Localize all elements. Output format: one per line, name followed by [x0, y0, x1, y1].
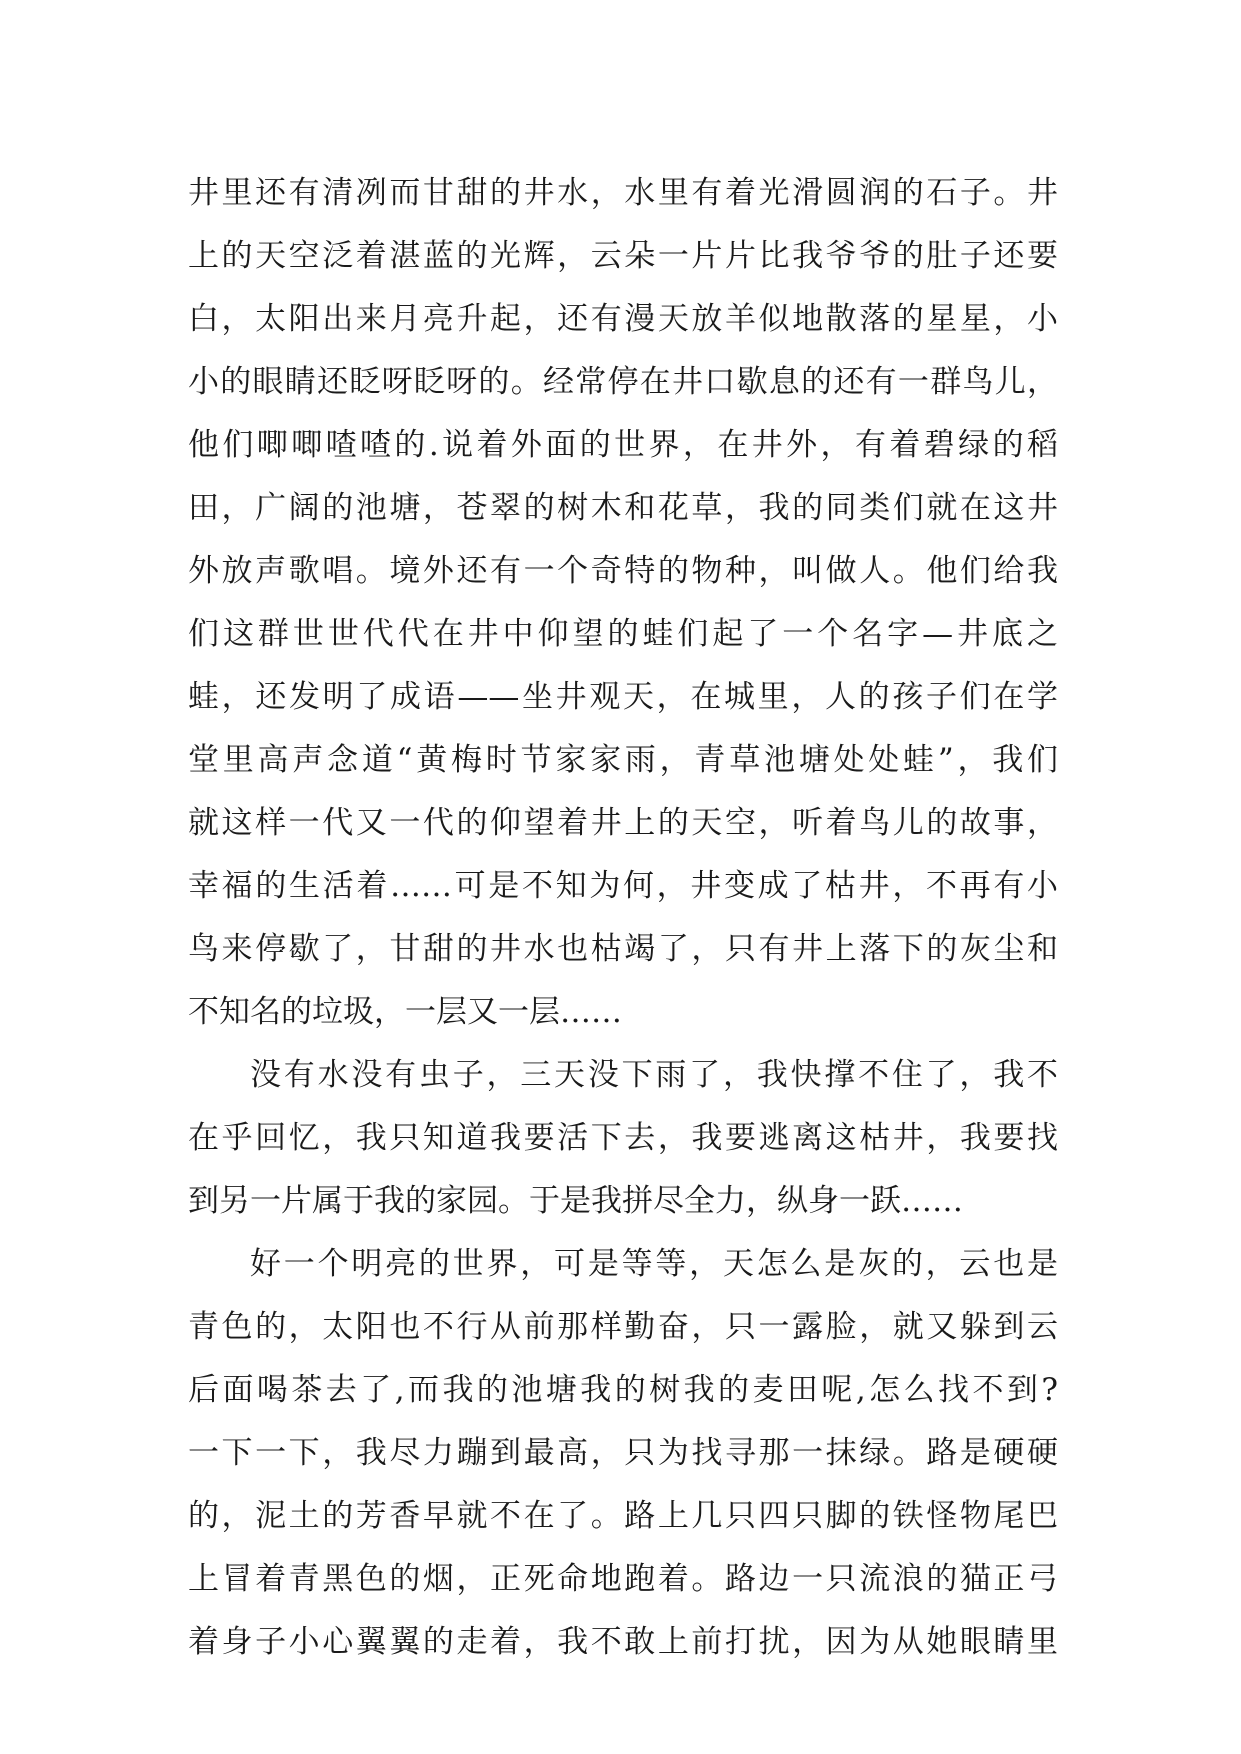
- text-line: 到另一片属于我的家园。于是我拼尽全力，纵身一跃……: [188, 1183, 963, 1219]
- text-line: 青色的，太阳也不行从前那样勤奋，只一露脸，就又躲到云: [188, 1309, 1058, 1345]
- text-line: 后面喝茶去了,而我的池塘我的树我的麦田呢,怎么找不到?: [188, 1372, 1058, 1408]
- text-line: 不知名的垃圾，一层又一层……: [188, 994, 622, 1030]
- text-line: 就这样一代又一代的仰望着井上的天空，听着鸟儿的故事，: [188, 805, 1058, 841]
- text-line: 小的眼睛还眨呀眨呀的。经常停在井口歇息的还有一群鸟儿，: [188, 364, 1058, 400]
- text-line: 着身子小心翼翼的走着，我不敢上前打扰，因为从她眼睛里: [188, 1624, 1058, 1660]
- text-line: 蛙，还发明了成语——坐井观天，在城里，人的孩子们在学: [188, 679, 1058, 715]
- text-line: 们这群世世代代在井中仰望的蛙们起了一个名字—井底之: [188, 616, 1058, 652]
- text-line: 外放声歌唱。境外还有一个奇特的物种，叫做人。他们给我: [188, 553, 1058, 589]
- text-line: 在乎回忆，我只知道我要活下去，我要逃离这枯井，我要找: [188, 1120, 1058, 1156]
- body-text: [188, 162, 1058, 1674]
- paragraph-first-line: 好一个明亮的世界，可是等等，天怎么是灰的，云也是: [250, 1246, 1058, 1282]
- text-line: 的，泥土的芳香早就不在了。路上几只四只脚的铁怪物尾巴: [188, 1498, 1058, 1534]
- text-line: 他们唧唧喳喳的.说着外面的世界，在井外，有着碧绿的稻: [188, 427, 1058, 463]
- text-line: 田，广阔的池塘，苍翠的树木和花草，我的同类们就在这井: [188, 490, 1058, 526]
- text-line: 白，太阳出来月亮升起，还有漫天放羊似地散落的星星，小: [188, 301, 1058, 337]
- text-line: 堂里高声念道“黄梅时节家家雨，青草池塘处处蛙”，我们: [188, 742, 1058, 778]
- text-line: 幸福的生活着……可是不知为何，井变成了枯井，不再有小: [188, 868, 1058, 904]
- text-line: 鸟来停歇了，甘甜的井水也枯竭了，只有井上落下的灰尘和: [188, 931, 1058, 967]
- text-line: 井里还有清冽而甘甜的井水，水里有着光滑圆润的石子。井: [188, 175, 1058, 211]
- text-line: 上的天空泛着湛蓝的光辉，云朵一片片比我爷爷的肚子还要: [188, 238, 1058, 274]
- paragraph-first-line: 没有水没有虫子，三天没下雨了，我快撑不住了，我不: [250, 1057, 1058, 1093]
- text-line: 上冒着青黑色的烟，正死命地跑着。路边一只流浪的猫正弓: [188, 1561, 1058, 1597]
- text-line: 一下一下，我尽力蹦到最高，只为找寻那一抹绿。路是硬硬: [188, 1435, 1058, 1471]
